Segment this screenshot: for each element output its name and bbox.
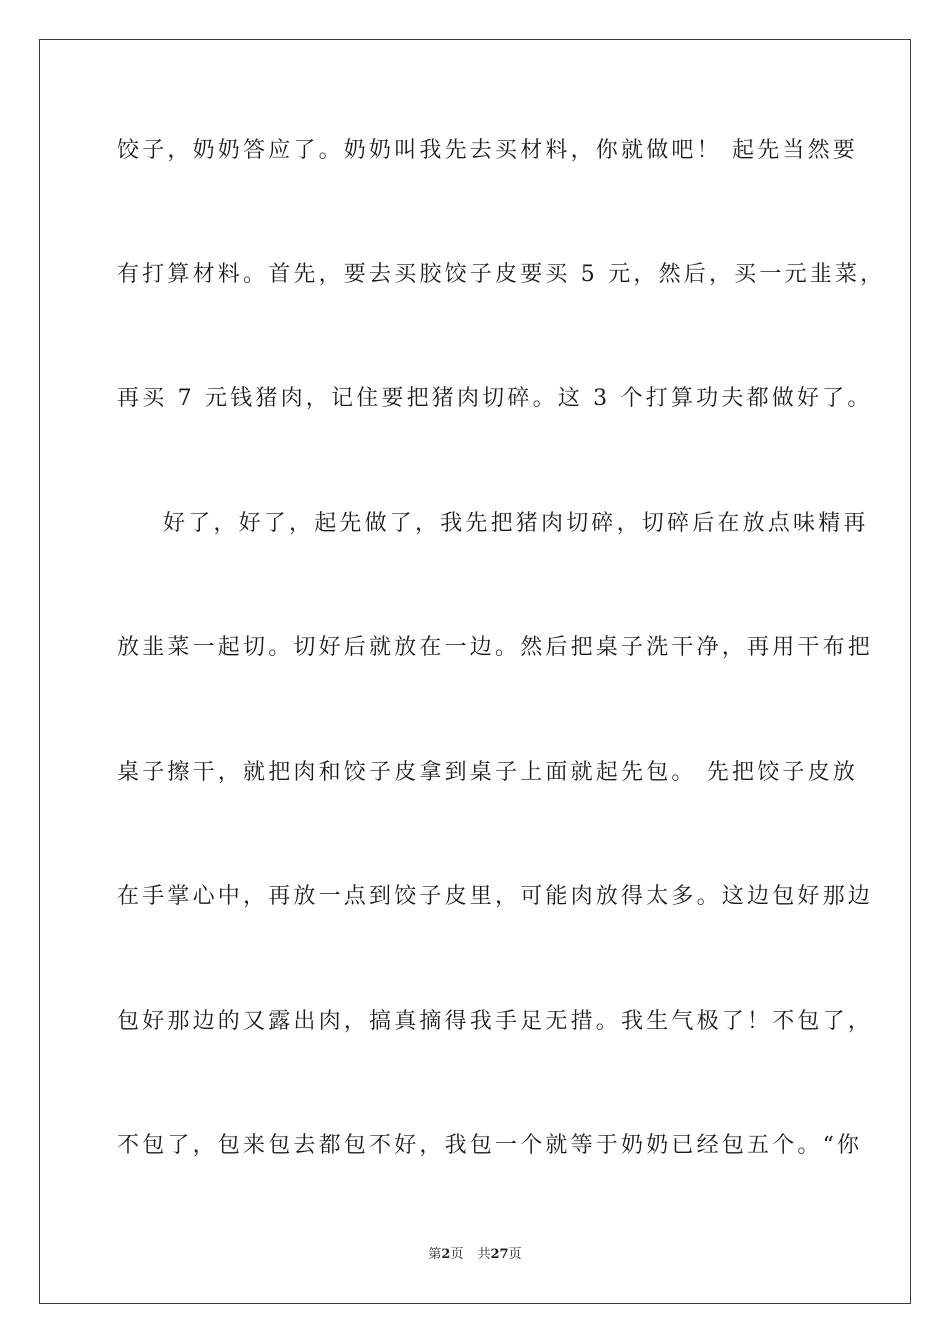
- text-line-3: 再买 7 元钱猪肉，记住要把猪肉切碎。这 3 个打算功夫都做好了。: [117, 386, 873, 411]
- footer-total-prefix: 共: [477, 1247, 491, 1262]
- page-footer: [0, 1246, 950, 1264]
- page-border: [39, 39, 911, 1304]
- text-line-9: 不包了，包来包去都包不好，我包一个就等于奶奶已经包五个。“你: [117, 1133, 863, 1158]
- footer-page-prefix: 第: [428, 1247, 442, 1262]
- footer-total-pages: 27: [490, 1247, 509, 1262]
- footer-page-suffix: 页: [450, 1247, 464, 1262]
- text-line-6: 桌子擦干，就把肉和饺子皮拿到桌子上面就起先包。 先把饺子皮放: [117, 760, 858, 785]
- text-line-8: 包好那边的又露出肉，搞真摘得我手足无措。我生气极了！不包了，: [117, 1009, 874, 1034]
- footer-page-number: 2: [441, 1247, 451, 1262]
- text-line-5: 放韭菜一起切。切好后就放在一边。然后把桌子洗干净，再用干布把: [117, 635, 874, 660]
- text-line-1: 饺子，奶奶答应了。奶奶叫我先去买材料，你就做吧！ 起先当然要: [117, 138, 858, 163]
- text-line-4: 好了，好了，起先做了，我先把猪肉切碎，切碎后在放点味精再: [163, 511, 869, 536]
- text-line-7: 在手掌心中，再放一点到饺子皮里，可能肉放得太多。这边包好那边: [117, 884, 874, 909]
- footer-total-suffix: 页: [508, 1247, 522, 1262]
- text-line-2: 有打算材料。首先，要去买胶饺子皮要买 5 元，然后，买一元韭菜，: [117, 262, 886, 287]
